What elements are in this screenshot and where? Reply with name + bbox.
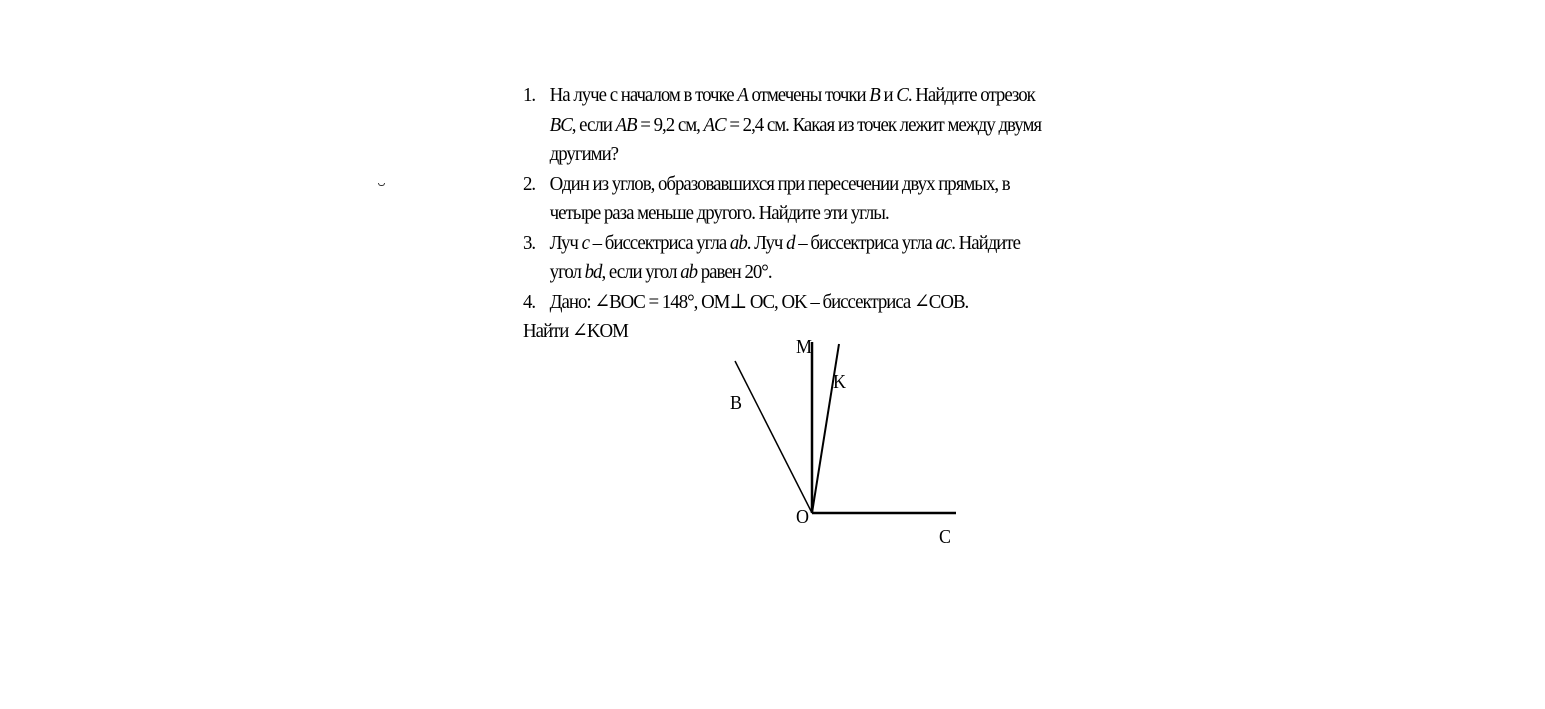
text-run: равен 20°. bbox=[697, 261, 772, 283]
text-run: четыре раза меньше другого. Найдите эти углы. bbox=[549, 202, 889, 224]
text-run: отмечены точки bbox=[747, 84, 870, 106]
math-variable: AC bbox=[703, 113, 726, 136]
text-run: . Найдите bbox=[951, 231, 1020, 254]
task-number: 1. bbox=[523, 84, 536, 106]
math-variable: bd bbox=[584, 261, 602, 283]
point-label-c: C bbox=[939, 526, 952, 548]
text-run: – биссектриса угла bbox=[794, 231, 936, 254]
text-run: На луче с началом в точке bbox=[549, 84, 738, 106]
task-number: 4. bbox=[523, 290, 536, 313]
point-label-o: O bbox=[796, 506, 810, 528]
text-run: , если bbox=[571, 113, 616, 136]
point-label-m: M bbox=[796, 336, 813, 358]
text-run: – биссектриса угла bbox=[588, 231, 730, 254]
text-run: Дано: ∠BOC = 148°, OM⊥ OC, OK – биссектриса ∠COB. bbox=[549, 290, 969, 313]
task-number: 2. bbox=[523, 172, 536, 195]
math-variable: A bbox=[737, 84, 748, 106]
math-variable: B bbox=[869, 84, 880, 106]
ray-ob bbox=[735, 361, 812, 513]
text-run: , если угол bbox=[601, 261, 681, 283]
text-run: другими? bbox=[549, 143, 619, 165]
text-run: Луч bbox=[549, 231, 582, 254]
text-run: Один из углов, образовавшихся при пересечении двух прямых, в bbox=[549, 172, 1010, 195]
find-statement: Найти ∠KOM bbox=[523, 320, 628, 342]
task-number: 3. bbox=[523, 231, 536, 254]
text-run: = 2,4 см. Какая из точек лежит между двумя bbox=[725, 113, 1042, 136]
ray-ok bbox=[812, 344, 839, 513]
math-variable: ac bbox=[935, 231, 952, 254]
point-label-k: K bbox=[833, 371, 847, 393]
math-variable: c bbox=[581, 231, 589, 254]
math-variable: ab bbox=[729, 231, 747, 254]
math-variable: ab bbox=[680, 261, 698, 283]
text-run: . Луч bbox=[746, 231, 787, 254]
math-variable: d bbox=[786, 231, 795, 254]
text-run: угол bbox=[549, 261, 585, 283]
point-label-b: B bbox=[730, 392, 743, 414]
text-run: = 9,2 см, bbox=[636, 113, 704, 136]
math-variable: BC bbox=[549, 113, 572, 136]
text-run: и bbox=[879, 84, 897, 106]
math-variable: AB bbox=[615, 113, 637, 136]
text-run: . Найдите отрезок bbox=[907, 84, 1035, 106]
math-variable: C bbox=[896, 84, 908, 106]
